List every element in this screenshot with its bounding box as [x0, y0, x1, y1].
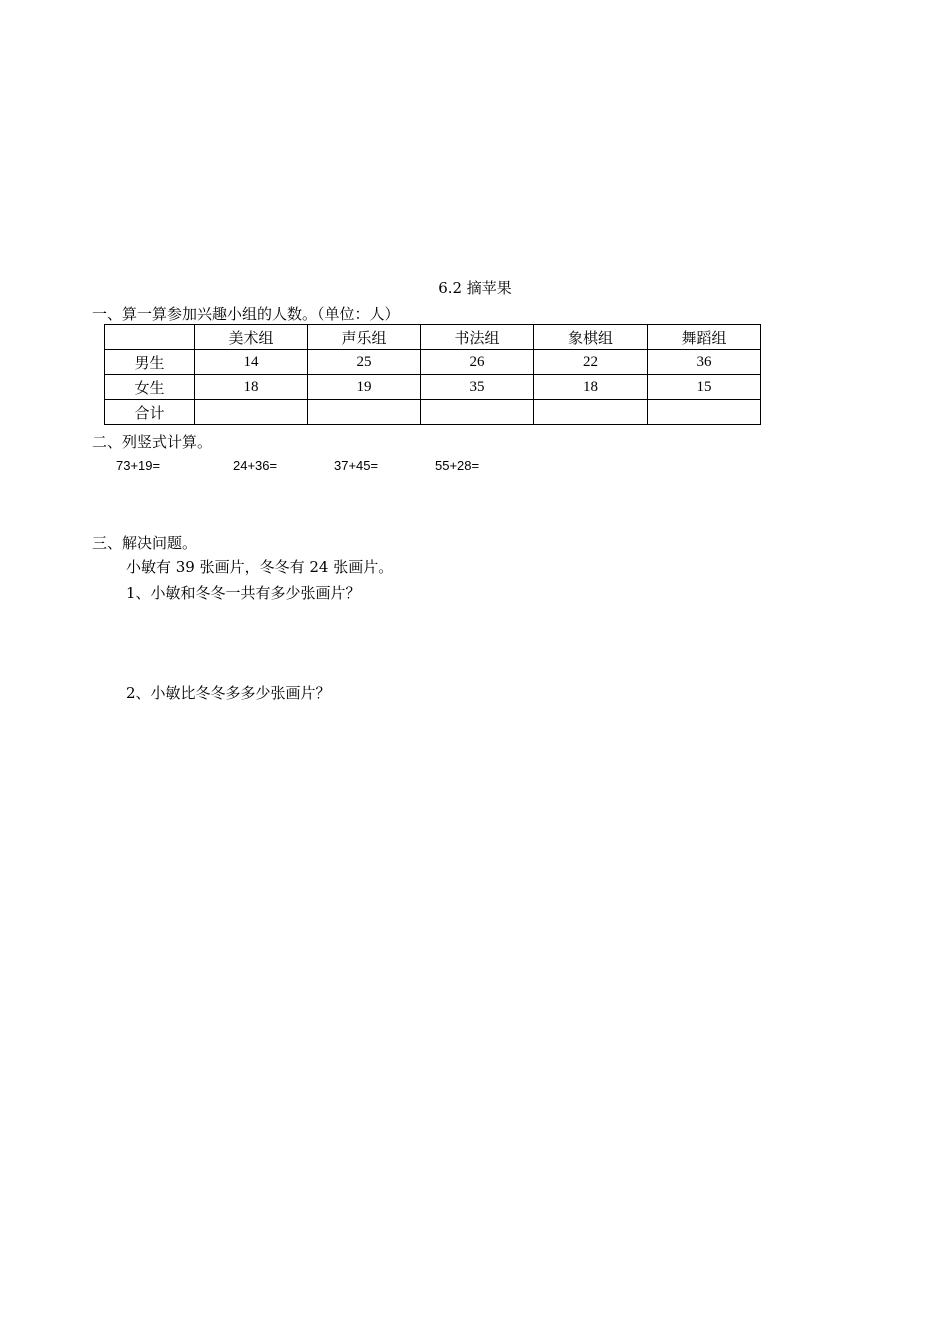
expression: 73+19= [116, 458, 161, 473]
table-header-cell: 象棋组 [534, 325, 648, 350]
table-header-cell: 舞蹈组 [648, 325, 761, 350]
table-cell: 15 [648, 375, 761, 400]
table-cell: 36 [648, 350, 761, 375]
table-header-cell [105, 325, 195, 350]
table-cell [648, 400, 761, 425]
page-title: 6.2 摘苹果 [438, 279, 512, 297]
expression: 55+28= [435, 458, 480, 473]
table-cell: 18 [195, 375, 308, 400]
question-2: 2、小敏比冬冬多多少张画片？ [126, 684, 331, 702]
row-label: 合计 [105, 400, 195, 425]
table-cell [421, 400, 534, 425]
table-cell: 19 [308, 375, 421, 400]
table-row [105, 400, 761, 425]
section-2-heading: 二、列竖式计算。 [92, 433, 213, 451]
row-label: 女生 [105, 375, 195, 400]
table-cell [534, 400, 648, 425]
table-row [105, 375, 761, 400]
table-cell [195, 400, 308, 425]
table-header-cell: 书法组 [421, 325, 534, 350]
table-cell [308, 400, 421, 425]
question-1: 1、小敏和冬冬一共有多少张画片？ [126, 584, 361, 602]
row-label: 男生 [105, 350, 195, 375]
interest-group-table [104, 324, 761, 425]
table-header-cell: 声乐组 [308, 325, 421, 350]
table-cell: 35 [421, 375, 534, 400]
expression: 37+45= [334, 458, 379, 473]
table-cell: 14 [195, 350, 308, 375]
table-cell: 26 [421, 350, 534, 375]
table-cell: 22 [534, 350, 648, 375]
section-1-heading: 一、算一算参加兴趣小组的人数。（单位：人） [92, 305, 400, 323]
section-3-heading: 三、解决问题。 [92, 534, 198, 552]
expression: 24+36= [233, 458, 278, 473]
table-row [105, 350, 761, 375]
table-header-row [105, 325, 761, 350]
table-header-cell: 美术组 [195, 325, 308, 350]
table-cell: 18 [534, 375, 648, 400]
problem-statement: 小敏有 39 张画片，冬冬有 24 张画片。 [126, 558, 394, 576]
table-cell: 25 [308, 350, 421, 375]
